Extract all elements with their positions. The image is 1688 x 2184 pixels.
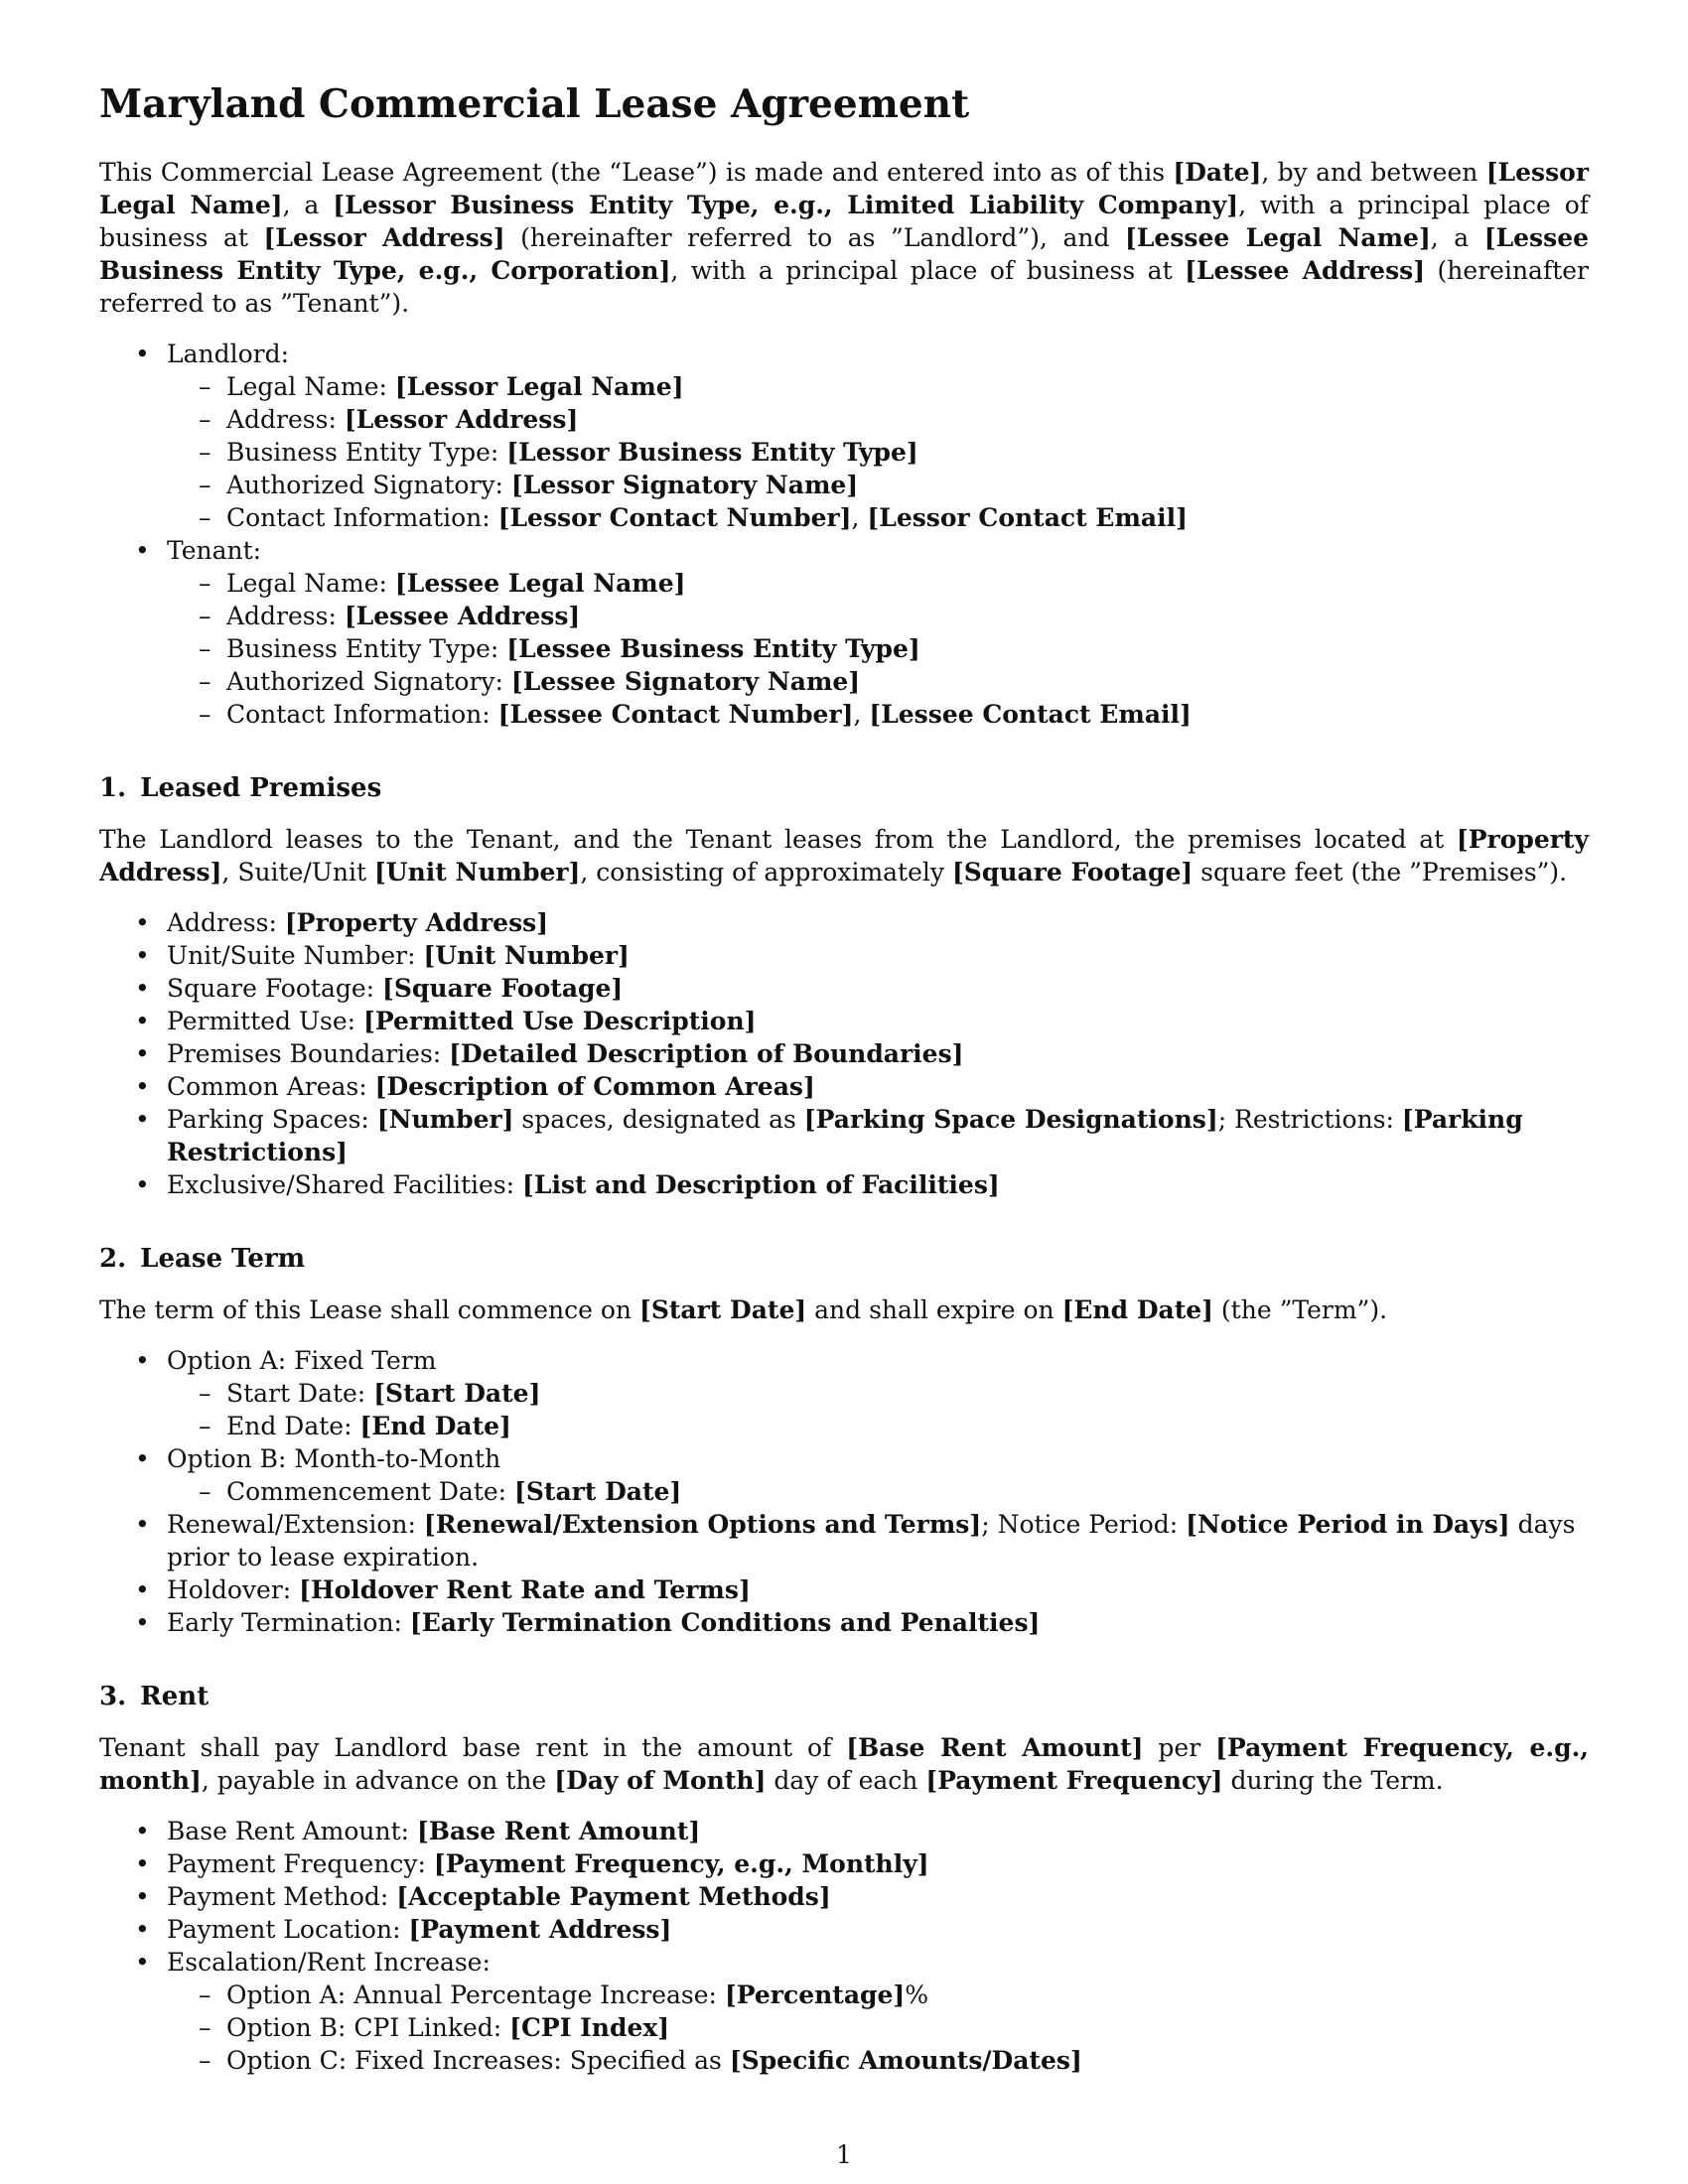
item-label: End Date:: [226, 1411, 360, 1440]
text-run: square feet (the ”Premises”).: [1193, 857, 1568, 887]
section-items-list: [99, 906, 1589, 1201]
section-heading: [99, 1681, 1589, 1713]
item-separator: ,: [853, 699, 870, 729]
item-label: Early Termination:: [167, 1607, 410, 1637]
item-label: Option B: Month-to-Month: [167, 1443, 501, 1473]
item-label: Holdover:: [167, 1574, 300, 1604]
item-value: [Lessor Business Entity Type]: [506, 437, 918, 467]
item-label: Contact Information:: [226, 502, 498, 532]
section-list-item: [99, 1913, 1589, 1946]
item-value: [Detailed Description of Boundaries]: [449, 1038, 964, 1068]
text-run: , a: [282, 190, 334, 219]
item-label: Permitted Use:: [167, 1006, 364, 1035]
item-value: [Renewal/Extension Options and Terms]: [423, 1509, 982, 1539]
item-label: Payment Method:: [167, 1881, 397, 1911]
party-detail-item: [167, 567, 1589, 600]
section-list-item: [99, 972, 1589, 1005]
sub-list: [167, 1979, 1589, 2077]
placeholder-field: [Payment Frequency, e.g., month]: [99, 1732, 1589, 1795]
item-value: [List and Description of Facilities]: [522, 1169, 1000, 1199]
item-label: Payment Frequency:: [167, 1848, 434, 1878]
sub-list-item: [167, 1979, 1589, 2011]
item-label: Authorized Signatory:: [226, 470, 511, 499]
text-run: , with a principal place of business at: [670, 255, 1186, 285]
item-value: [Square Footage]: [382, 973, 624, 1003]
text-run: Tenant shall pay Landlord base rent in the amount of: [99, 1732, 847, 1762]
item-value: [Payment Frequency, e.g., Monthly]: [433, 1848, 929, 1878]
item-value: [End Date]: [359, 1411, 511, 1440]
item-label: Unit/Suite Number:: [167, 940, 424, 970]
text-run: , by and between: [1261, 157, 1486, 187]
party-details-list: [167, 567, 1589, 731]
item-text: ; Restrictions:: [1217, 1104, 1402, 1134]
item-value: [Specific Amounts/Dates]: [729, 2045, 1082, 2075]
item-separator: ,: [851, 502, 868, 532]
text-run: (hereinafter referred to as ”Tenant”).: [99, 255, 1589, 318]
item-label: Authorized Signatory:: [226, 666, 511, 696]
placeholder-field: [Unit Number]: [373, 857, 581, 887]
placeholder-field: [Start Date]: [638, 1295, 807, 1324]
placeholder-field: [Date]: [1173, 157, 1262, 187]
item-value: [Unit Number]: [423, 940, 630, 970]
section-list-item: [99, 1005, 1589, 1037]
section-list-item: [99, 1344, 1589, 1442]
party-detail-item: [167, 370, 1589, 403]
item-label: Parking Spaces:: [167, 1104, 377, 1134]
item-value: [Lessee Signatory Name]: [510, 666, 861, 696]
intro-paragraph: [99, 156, 1589, 320]
item-label: Address:: [167, 907, 285, 937]
section-paragraph: [99, 1731, 1589, 1797]
section-3: [99, 1681, 1589, 2077]
text-run: (the ”Term”).: [1212, 1295, 1388, 1324]
section-number: 2.: [99, 1243, 127, 1274]
item-label: Exclusive/Shared Facilities:: [167, 1169, 523, 1199]
party-tenant: [99, 534, 1589, 731]
page-number: 1: [836, 2140, 852, 2169]
item-value: [Lessee Legal Name]: [394, 568, 686, 598]
sub-list-item: [167, 2044, 1589, 2077]
document-content: [99, 81, 1589, 2077]
item-value: [Lessee Contact Email]: [869, 699, 1192, 729]
item-value: [Start Date]: [373, 1378, 541, 1408]
text-run: during the Term.: [1222, 1765, 1444, 1795]
item-text: ; Notice Period:: [981, 1509, 1187, 1539]
sub-list-item: [167, 1377, 1589, 1410]
placeholder-field: [Lessor Legal Name]: [99, 157, 1589, 219]
item-text: days prior to lease expiration.: [167, 1509, 1576, 1571]
item-value: [Start Date]: [514, 1476, 682, 1506]
text-run: per: [1143, 1732, 1216, 1762]
section-list-item: [99, 906, 1589, 939]
placeholder-field: [Square Footage]: [951, 857, 1194, 887]
party-detail-item: [167, 600, 1589, 632]
party-detail-item: [167, 632, 1589, 665]
text-run: This Commercial Lease Agreement (the “Lease”) is made and entered into as of this: [99, 157, 1174, 187]
item-label: Square Footage:: [167, 973, 383, 1003]
section-title: Rent: [140, 1681, 210, 1711]
placeholder-field: [End Date]: [1061, 1295, 1213, 1324]
item-label: Option B: CPI Linked:: [226, 2012, 510, 2042]
section-number: 1.: [99, 772, 127, 803]
sub-list-item: [167, 2011, 1589, 2044]
section-1: [99, 772, 1589, 1201]
section-list-item: [99, 1573, 1589, 1606]
item-value: [CPI Index]: [509, 2012, 670, 2042]
section-list-item: [99, 939, 1589, 972]
item-text: spaces, designated as: [513, 1104, 804, 1134]
item-value: [Lessor Contact Number]: [497, 502, 852, 532]
sub-list: [167, 1377, 1589, 1442]
item-label: Base Rent Amount:: [167, 1816, 417, 1845]
party-label: Tenant:: [167, 535, 262, 565]
item-label: Address:: [226, 601, 345, 630]
item-label: Commencement Date:: [226, 1476, 515, 1506]
text-run: , a: [1430, 222, 1484, 252]
item-value: [Lessor Address]: [344, 404, 579, 434]
item-label: Premises Boundaries:: [167, 1038, 450, 1068]
section-number: 3.: [99, 1681, 127, 1711]
section-paragraph: [99, 1294, 1589, 1326]
item-label: Address:: [226, 404, 345, 434]
party-label: Landlord:: [167, 339, 290, 368]
party-detail-item: [167, 501, 1589, 534]
section-heading: [99, 772, 1589, 805]
item-value: [Notice Period in Days]: [1186, 1509, 1510, 1539]
text-run: , with a principal place of business at: [99, 190, 1589, 252]
item-label: Escalation/Rent Increase:: [167, 1947, 491, 1977]
sub-list: [167, 1475, 1589, 1508]
item-value: [Lessor Signatory Name]: [510, 470, 859, 499]
text-run: , consisting of approximately: [580, 857, 952, 887]
placeholder-field: [Property Address]: [99, 824, 1589, 887]
text-run: (hereinafter referred to as ”Landlord”), and: [504, 222, 1126, 252]
item-label: Option A: Annual Percentage Increase:: [226, 1979, 725, 2009]
section-list-item: [99, 1847, 1589, 1880]
section-title: Leased Premises: [140, 772, 382, 803]
placeholder-field: [Lessor Address]: [263, 222, 505, 252]
item-label: Common Areas:: [167, 1071, 375, 1101]
section-items-list: [99, 1344, 1589, 1639]
placeholder-field: [Base Rent Amount]: [846, 1732, 1144, 1762]
text-run: The term of this Lease shall commence on: [99, 1295, 639, 1324]
party-detail-item: [167, 698, 1589, 731]
item-value: [Lessee Contact Number]: [497, 699, 854, 729]
party-details-list: [167, 370, 1589, 534]
sub-list-item: [167, 1410, 1589, 1442]
parties-list: [99, 338, 1589, 731]
document-title: Maryland Commercial Lease Agreement: [99, 81, 970, 127]
item-label: Business Entity Type:: [226, 633, 507, 663]
item-label: Start Date:: [226, 1378, 374, 1408]
item-value: [Base Rent Amount]: [417, 1816, 701, 1845]
item-value: [Number]: [376, 1104, 514, 1134]
section-heading: [99, 1243, 1589, 1276]
item-value: [Percentage]: [724, 1979, 906, 2009]
section-list-item: [99, 1880, 1589, 1913]
party-detail-item: [167, 403, 1589, 436]
section-list-item: [99, 1815, 1589, 1847]
item-value: [Payment Address]: [408, 1914, 672, 1944]
item-value: [Lessor Contact Email]: [867, 502, 1188, 532]
section-list-item: [99, 1442, 1589, 1508]
placeholder-field: [Lessee Address]: [1185, 255, 1426, 285]
item-value: [Lessee Address]: [344, 601, 581, 630]
item-label: Renewal/Extension:: [167, 1509, 424, 1539]
section-list-item: [99, 1606, 1589, 1639]
text-run: , payable in advance on the: [201, 1765, 555, 1795]
section-list-item: [99, 1946, 1589, 2077]
item-value: [Holdover Rent Rate and Terms]: [299, 1574, 751, 1604]
section-list-item: [99, 1508, 1589, 1573]
placeholder-field: [Lessor Business Entity Type, e.g., Limited Liability Company]: [333, 190, 1239, 219]
item-value: [Lessor Legal Name]: [394, 371, 684, 401]
section-title: Lease Term: [140, 1243, 306, 1274]
item-value: [Parking Space Designations]: [803, 1104, 1218, 1134]
section-list-item: [99, 1070, 1589, 1103]
section-list-item: [99, 1037, 1589, 1070]
placeholder-field: [Lessee Legal Name]: [1125, 222, 1431, 252]
item-text: %: [905, 1979, 929, 2009]
party-detail-item: [167, 665, 1589, 698]
item-label: Legal Name:: [226, 371, 395, 401]
item-value: [Description of Common Areas]: [374, 1071, 815, 1101]
item-label: Option A: Fixed Term: [167, 1345, 437, 1375]
item-label: Business Entity Type:: [226, 437, 507, 467]
item-value: [Property Address]: [284, 907, 549, 937]
placeholder-field: [Payment Frequency]: [925, 1765, 1223, 1795]
item-label: Payment Location:: [167, 1914, 409, 1944]
item-label: Option C: Fixed Increases: Specified as: [226, 2045, 730, 2075]
text-run: , Suite/Unit: [221, 857, 374, 887]
text-run: and shall expire on: [806, 1295, 1062, 1324]
sections-container: [99, 772, 1589, 2077]
placeholder-field: [Day of Month]: [554, 1765, 767, 1795]
section-items-list: [99, 1815, 1589, 2077]
item-value: [Early Termination Conditions and Penalties]: [409, 1607, 1041, 1637]
item-value: [Acceptable Payment Methods]: [396, 1881, 831, 1911]
item-value: [Permitted Use Description]: [363, 1006, 757, 1035]
item-value: [Parking Restrictions]: [167, 1104, 1523, 1166]
party-detail-item: [167, 469, 1589, 501]
item-label: Contact Information:: [226, 699, 498, 729]
placeholder-field: [Lessee Business Entity Type, e.g., Corporation]: [99, 222, 1590, 285]
section-paragraph: [99, 823, 1589, 888]
text-run: The Landlord leases to the Tenant, and the Tenant leases from the Landlord, the premises located at: [99, 824, 1457, 854]
section-list-item: [99, 1168, 1589, 1201]
party-landlord: [99, 338, 1589, 534]
text-run: day of each: [766, 1765, 926, 1795]
section-list-item: [99, 1103, 1589, 1168]
section-2: [99, 1243, 1589, 1639]
sub-list-item: [167, 1475, 1589, 1508]
item-value: [Lessee Business Entity Type]: [506, 633, 920, 663]
item-label: Legal Name:: [226, 568, 395, 598]
party-detail-item: [167, 436, 1589, 469]
